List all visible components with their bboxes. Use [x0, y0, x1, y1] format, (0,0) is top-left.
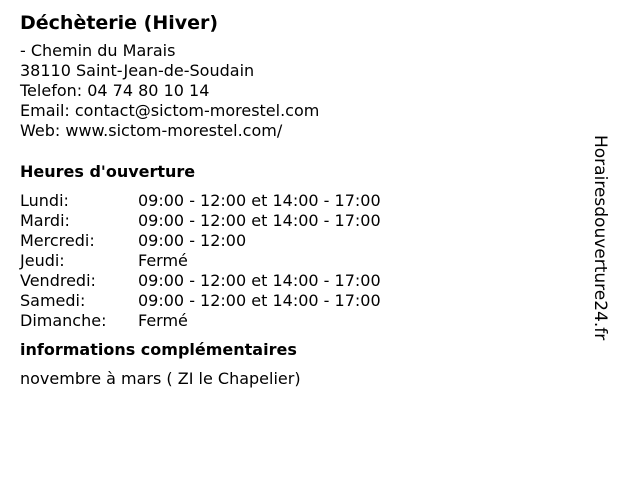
- time-value: 09:00 - 12:00 et 14:00 - 17:00: [138, 291, 381, 310]
- address-phone: Telefon: 04 74 80 10 14: [20, 81, 210, 100]
- day-label: Jeudi:: [20, 251, 65, 270]
- hours-heading: Heures d'ouverture: [20, 162, 196, 181]
- hours-row-friday: [20, 271, 580, 291]
- address-street: - Chemin du Marais: [20, 41, 176, 60]
- address-block: [20, 41, 580, 141]
- address-web: Web: www.sictom-morestel.com/: [20, 121, 283, 140]
- page-title: Déchèterie (Hiver): [20, 12, 219, 34]
- hours-row-monday: [20, 191, 580, 211]
- side-brand-text: Horairesdouverture24.fr: [590, 135, 610, 341]
- day-label: Vendredi:: [20, 271, 96, 290]
- hours-table: [20, 191, 580, 331]
- hours-row-thursday: [20, 251, 580, 271]
- day-label: Mardi:: [20, 211, 70, 230]
- hours-row-sunday: [20, 311, 580, 331]
- time-value: 09:00 - 12:00: [138, 231, 247, 250]
- day-label: Mercredi:: [20, 231, 95, 250]
- info-heading: informations complémentaires: [20, 340, 297, 359]
- address-city: 38110 Saint-Jean-de-Soudain: [20, 61, 255, 80]
- address-email: Email: contact@sictom-morestel.com: [20, 101, 320, 120]
- location-card: [20, 10, 580, 389]
- time-value: Fermé: [138, 251, 188, 270]
- info-text: novembre à mars ( ZI le Chapelier): [20, 369, 301, 388]
- time-value: 09:00 - 12:00 et 14:00 - 17:00: [138, 271, 381, 290]
- hours-row-wednesday: [20, 231, 580, 251]
- day-label: Dimanche:: [20, 311, 107, 330]
- time-value: 09:00 - 12:00 et 14:00 - 17:00: [138, 191, 381, 210]
- time-value: 09:00 - 12:00 et 14:00 - 17:00: [138, 211, 381, 230]
- time-value: Fermé: [138, 311, 188, 330]
- hours-row-tuesday: [20, 211, 580, 231]
- day-label: Lundi:: [20, 191, 69, 210]
- hours-row-saturday: [20, 291, 580, 311]
- day-label: Samedi:: [20, 291, 86, 310]
